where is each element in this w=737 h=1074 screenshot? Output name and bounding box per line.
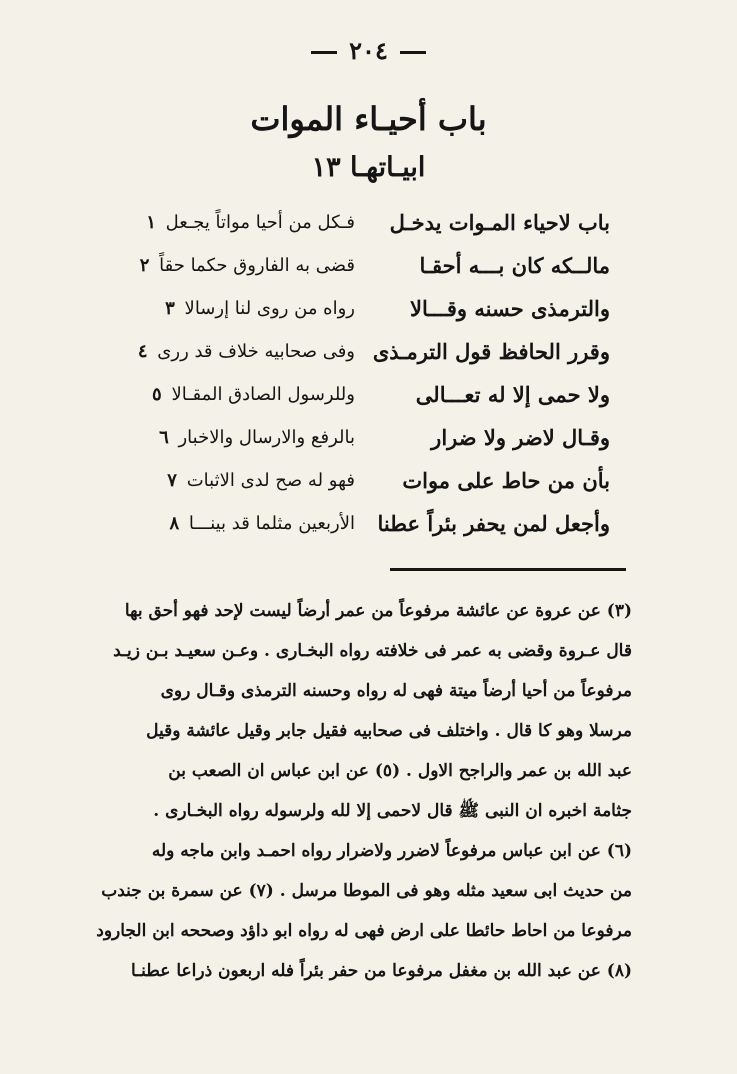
- verse-second-hemistich: [110, 470, 355, 491]
- footnote-divider: [390, 568, 626, 571]
- page-number-dash-right: [400, 51, 426, 54]
- footnote-line: (٨) عن عبد الله بن مغفل مرفوعا من حفر بئراً فله اربعون ذراعا عطنـا: [131, 961, 632, 981]
- verse-first-hemistich: وقـال لاضر ولا ضرار: [431, 425, 610, 450]
- verse-second-hemistich: [110, 513, 355, 534]
- verse-list: [110, 210, 610, 554]
- verse-line: [110, 339, 610, 382]
- footnote-line: (٣) عن عروة عن عائشة مرفوعاً من عمر أرضاً ليست لإحد فهو أحق بها: [124, 601, 632, 621]
- verse-second-hemistich: [110, 341, 355, 362]
- verse-second-hemistich: [110, 384, 355, 405]
- footnote-line: من حديث ابى سعيد مثله وهو فى الموطا مرسل . (٧) عن سمرة بن جندب: [101, 881, 632, 901]
- verse-second-text: قضى به الفاروق حكما حقاً: [159, 255, 355, 276]
- verse-number: ٤: [137, 341, 148, 362]
- verse-second-text: فـكل من أحيا مواتاً يجـعل: [165, 212, 355, 233]
- verse-second-text: وللرسول الصادق المقـالا: [171, 384, 355, 405]
- verse-first-hemistich: مالــكه كان بـــه أحقـا: [419, 253, 610, 278]
- verse-first-hemistich: وأجعل لمن يحفر بئراً عطنا: [377, 511, 610, 536]
- verse-number: ٨: [169, 513, 180, 534]
- footnote-line: مرسلا وهو كا قال . واختلف فى صحابيه فقيل جابر وقيل عائشة وقيل: [146, 721, 632, 741]
- verse-number: ٣: [165, 298, 175, 319]
- verse-line: [110, 425, 610, 468]
- verse-first-hemistich: والترمذى حسنه وقـــالا: [410, 296, 610, 321]
- verse-number: ٥: [152, 384, 162, 405]
- page-number-dash-left: [311, 51, 337, 54]
- page-number-value: ٢٠٤: [349, 36, 388, 65]
- verse-second-hemistich: [110, 212, 355, 233]
- footnote-line: مرفوعا من احاط حائطا على ارض فهى له رواه ابو داؤد وصححه ابن الجارود: [96, 921, 632, 941]
- footnote-line: جثامة اخبره ان النبى ﷺ قال لاحمى إلا لله ولرسوله رواه البخـارى .: [153, 801, 632, 821]
- verse-line: [110, 511, 610, 554]
- verse-first-hemistich: بأن من حاط على موات: [402, 468, 610, 493]
- verse-line: [110, 296, 610, 339]
- verse-line: [110, 468, 610, 511]
- verse-line: [110, 210, 610, 253]
- verse-second-text: الأربعين مثلما قد بينـــا: [188, 513, 355, 534]
- verse-line: [110, 253, 610, 296]
- verse-number: ٢: [139, 255, 150, 276]
- verse-second-text: رواه من روى لنا إرسالا: [184, 298, 355, 319]
- verse-second-hemistich: [110, 255, 355, 276]
- verse-second-hemistich: [110, 427, 355, 448]
- verse-line: [110, 382, 610, 425]
- verse-second-text: بالرفع والارسال والاخبار: [178, 427, 355, 448]
- verse-second-text: فهو له صح لدى الاثبات: [186, 470, 355, 491]
- verse-second-hemistich: [110, 298, 355, 319]
- verse-number: ٦: [159, 427, 169, 448]
- chapter-title: باب أحيـاء الموات: [250, 100, 487, 138]
- footnote-line: عبد الله بن عمر والراجح الاول . (٥) عن ابن عباس ان الصعب بن: [168, 761, 632, 781]
- footnote-line: مرفوعاً من أحيا أرضاً ميتة فهى له رواه وحسنه الترمذى وقـال روى: [160, 681, 632, 701]
- verse-number: ٧: [167, 470, 177, 491]
- footnotes: [96, 596, 632, 996]
- verse-first-hemistich: باب لاحياء المـوات يدخـل: [389, 210, 610, 235]
- footnote-line: (٦) عن ابن عباس مرفوعاً لاضرر ولاضرار رواه احمـد وابن ماجه وله: [151, 841, 632, 861]
- verse-first-hemistich: ولا حمى إلا له تعـــالى: [415, 382, 610, 407]
- page-number: [0, 36, 737, 65]
- verse-count: ابيـاتهـا ١٣: [311, 152, 426, 183]
- verse-first-hemistich: وقرر الحافظ قول الترمـذى: [372, 339, 610, 364]
- footnote-line: قال عـروة وقضى به عمر فى خلافته رواه البخـارى . وعـن سعيـد بـن زيـد: [113, 641, 632, 661]
- verse-second-text: وفى صحابيه خلاف قد ررى: [157, 341, 355, 362]
- verse-number: ١: [146, 212, 156, 233]
